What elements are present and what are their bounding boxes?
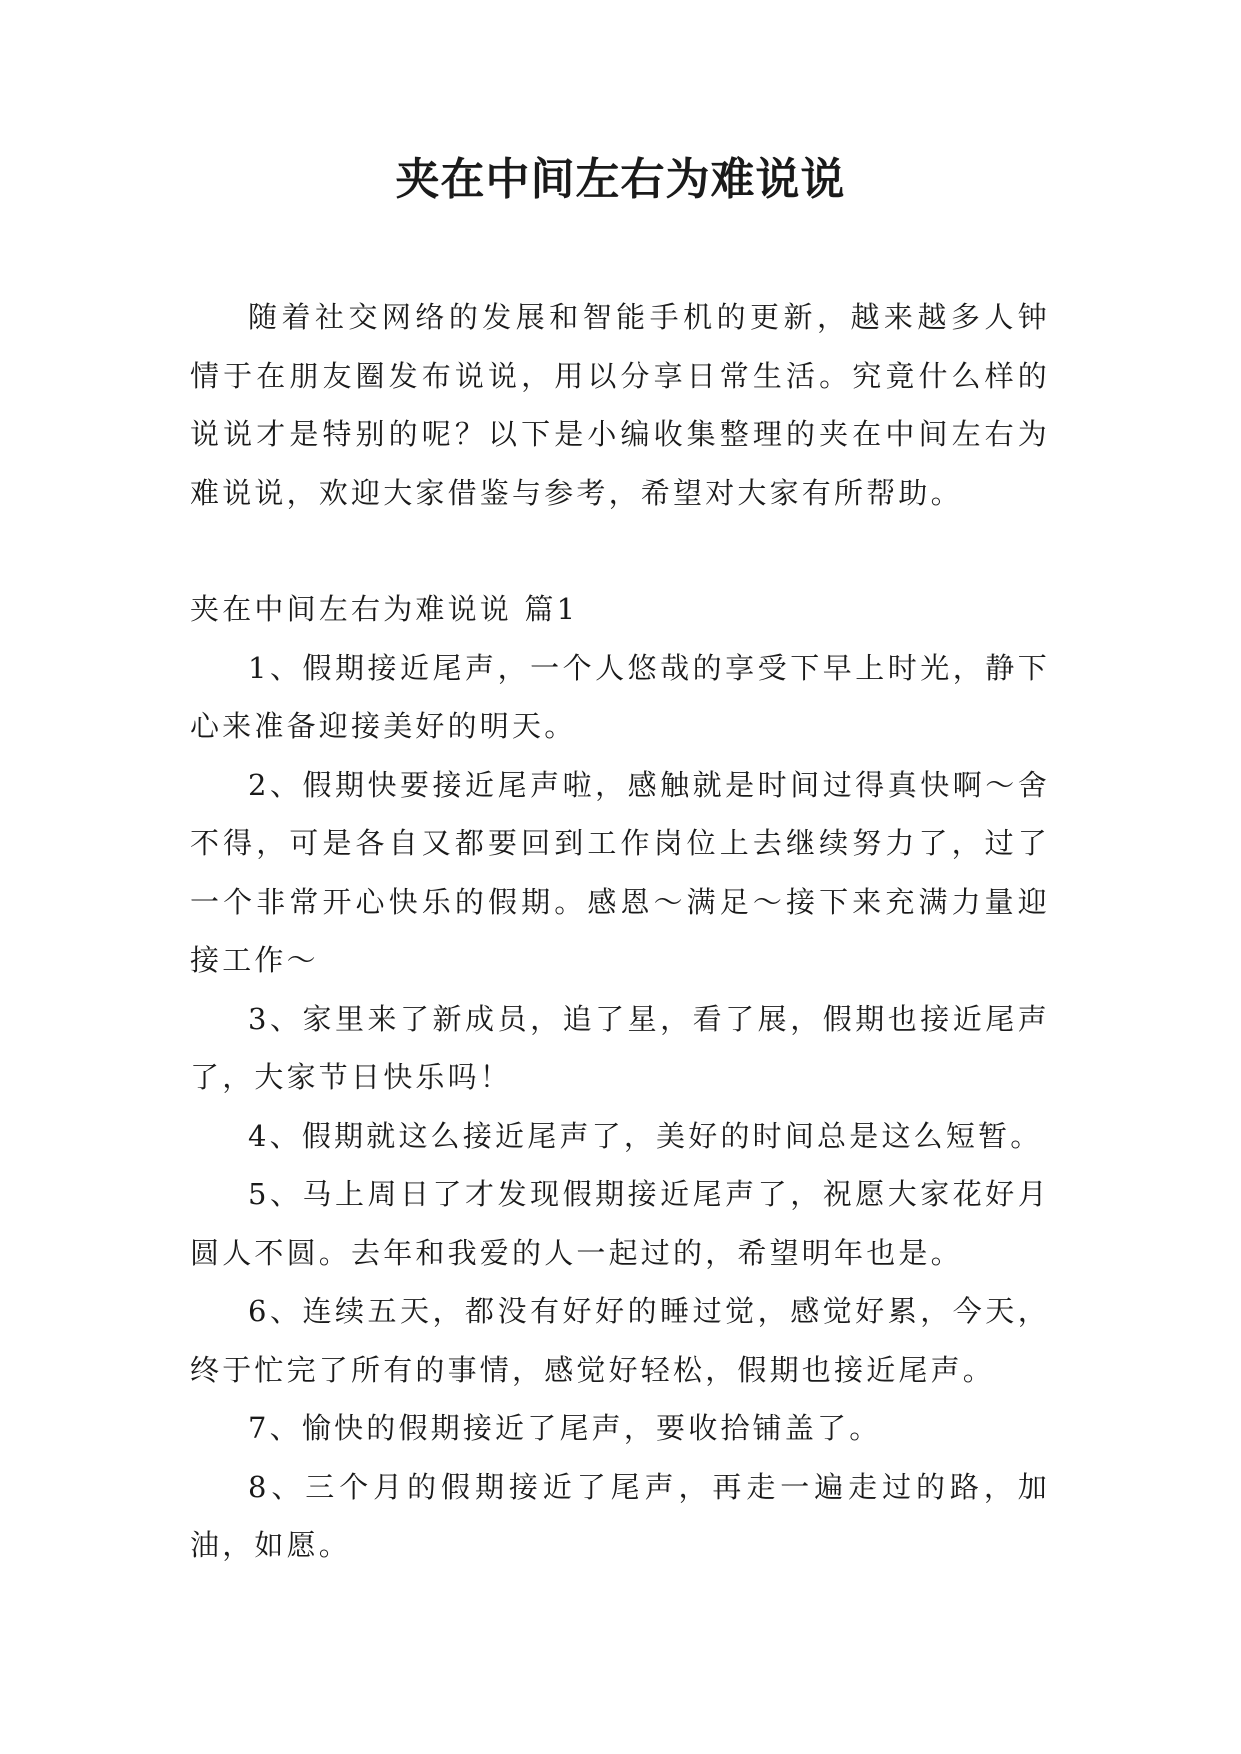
list-item-1: 1、假期接近尾声，一个人悠哉的享受下早上时光，静下心来准备迎接美好的明天。 [190, 650, 1050, 743]
list-item-3: 3、家里来了新成员，追了星，看了展，假期也接近尾声了，大家节日快乐吗！ [190, 1001, 1050, 1094]
intro-paragraph: 随着社交网络的发展和智能手机的更新，越来越多人钟情于在朋友圈发布说说，用以分享日常生活。究竟什么样的说说才是特别的呢？以下是小编收集整理的夹在中间左右为难说说，欢迎大家借鉴与参考，希望对大家有所帮助。 [190, 300, 1050, 510]
document-title: 夹在中间左右为难说说 [395, 154, 846, 205]
list-item-4: 4、假期就这么接近尾声了，美好的时间总是这么短暂。 [248, 1118, 1043, 1153]
document-body [190, 288, 1050, 1575]
list-item-6: 6、连续五天，都没有好好的睡过觉，感觉好累，今天，终于忙完了所有的事情，感觉好轻松，假期也接近尾声。 [190, 1294, 1050, 1387]
section-heading: 夹在中间左右为难说说 篇1 [190, 592, 579, 626]
list-item-7: 7、愉快的假期接近了尾声，要收拾铺盖了。 [248, 1411, 882, 1445]
list-item-2: 2、假期快要接近尾声啦，感触就是时间过得真快啊～舍不得，可是各自又都要回到工作岗位上去继续努力了，过了一个非常开心快乐的假期。感恩～满足～接下来充满力量迎接工作～ [190, 767, 1050, 977]
list-item-5: 5、马上周日了才发现假期接近尾声了，祝愿大家花好月圆人不圆。去年和我爱的人一起过的，希望明年也是。 [190, 1177, 1050, 1270]
list-item-8: 8、三个月的假期接近了尾声，再走一遍走过的路，加油，如愿。 [190, 1469, 1050, 1562]
